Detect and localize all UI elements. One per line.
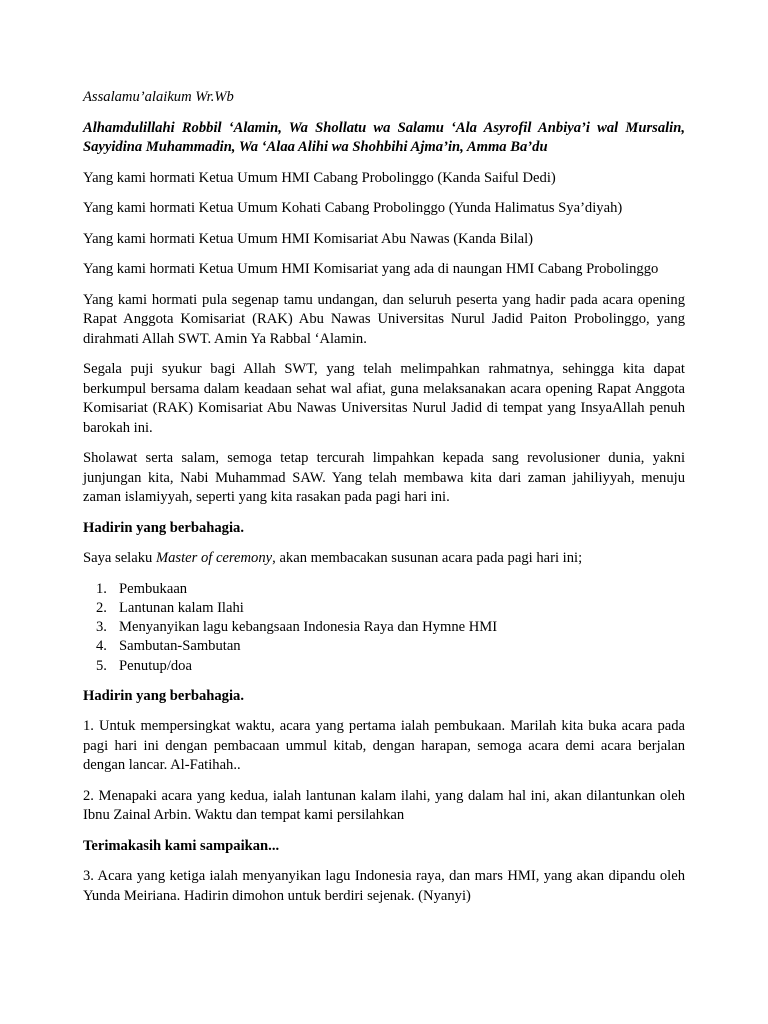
list-item bbox=[83, 657, 685, 676]
list-number: 2. bbox=[96, 599, 107, 616]
list-label: Pembukaan bbox=[119, 580, 188, 597]
list-label: Lantunan kalam Ilahi bbox=[119, 599, 244, 616]
sholawat-paragraph: Sholawat serta salam, semoga tetap tercurah limpahkan kepada sang revolusioner dunia, yakni junjungan kita, Nabi Muhammad SAW. Yang telah membawa kita dari zaman jahiliyyah, menuju zaman islamiyyah, seperti yang kita rasakan pada pagi hari ini. bbox=[83, 450, 685, 505]
document-page bbox=[83, 88, 685, 917]
respect-line: Yang kami hormati pula segenap tamu undangan, dan seluruh peserta yang hadir pada acara opening Rapat Anggota Komisariat (RAK) Abu Nawas Universitas Nurul Jadid Paiton Probolinggo, yang dirahmati Allah SWT. Amin Ya Rabbal ‘Alamin. bbox=[83, 291, 685, 347]
respect-line: Yang kami hormati Ketua Umum HMI Komisariat yang ada di naungan HMI Cabang Probolinggo bbox=[83, 261, 659, 277]
gratitude-paragraph: Segala puji syukur bagi Allah SWT, yang telah melimpahkan rahmatnya, sehingga kita dapat berkumpul bersama dalam keadaan sehat wal afiat, guna melaksanakan acara opening Rapat Anggota Komisariat (RAK) Komisariat Abu Nawas Universitas Nurul Jadid di tempat yang InsyaAllah penuh barokah ini. bbox=[83, 361, 685, 436]
intro-role: Master of ceremony bbox=[155, 550, 273, 566]
intro-text: , akan membacakan susunan acara pada pagi hari ini; bbox=[272, 550, 583, 566]
agenda-item-paragraph: 3. Acara yang ketiga ialah menyanyikan lagu Indonesia raya, dan mars HMI, yang akan dipandu oleh Yunda Meiriana. Hadirin dimohon untuk berdiri sejenak. (Nyanyi) bbox=[83, 868, 685, 904]
respect-line: Yang kami hormati Ketua Umum HMI Komisariat Abu Nawas (Kanda Bilal) bbox=[83, 230, 534, 247]
section-heading: Hadirin yang berbahagia. bbox=[83, 519, 244, 536]
list-item bbox=[83, 637, 685, 656]
agenda-item-paragraph: 2. Menapaki acara yang kedua, ialah lantunan kalam ilahi, yang dalam hal ini, akan dilantunkan oleh Ibnu Zainal Arbin. Waktu dan tempat kami persilahkan bbox=[83, 787, 685, 824]
greeting: Assalamu’alaikum Wr.Wb bbox=[83, 89, 234, 105]
list-label: Sambutan-Sambutan bbox=[119, 638, 241, 655]
opening-prayer: Alhamdulillahi Robbil ‘Alamin, Wa Shollatu wa Salamu ‘Ala Asyrofil Anbiya’i wal Mursalin, Sayyidina Muhammadin, Wa ‘Alaa Alihi wa Shohbihi Ajma’in, Amma Ba’du bbox=[83, 119, 685, 155]
list-label: Penutup/doa bbox=[119, 657, 192, 674]
list-item bbox=[83, 580, 685, 599]
list-number: 5. bbox=[96, 657, 107, 674]
list-item bbox=[83, 599, 685, 618]
list-number: 3. bbox=[96, 619, 107, 636]
list-number: 1. bbox=[96, 580, 107, 597]
respect-line: Yang kami hormati Ketua Umum Kohati Cabang Probolinggo (Yunda Halimatus Sya’diyah) bbox=[83, 200, 623, 216]
list-label: Menyanyikan lagu kebangsaan Indonesia Raya dan Hymne HMI bbox=[119, 619, 498, 636]
section-heading: Hadirin yang berbahagia. bbox=[83, 687, 244, 704]
respect-line: Yang kami hormati Ketua Umum HMI Cabang Probolinggo (Kanda Saiful Dedi) bbox=[83, 169, 556, 186]
intro-paragraph bbox=[83, 549, 685, 569]
intro-text: Saya selaku bbox=[83, 550, 156, 566]
agenda-list bbox=[83, 580, 685, 676]
agenda-item-paragraph: 1. Untuk mempersingkat waktu, acara yang pertama ialah pembukaan. Marilah kita buka acara pada pagi hari ini dengan pembacaan ummul kitab, dengan harapan, semoga acara demi acara berjalan dengan lancar. Al-Fatihah.. bbox=[83, 718, 685, 774]
list-number: 4. bbox=[96, 638, 107, 655]
list-item bbox=[83, 618, 685, 637]
section-heading: Terimakasih kami sampaikan... bbox=[83, 837, 280, 854]
